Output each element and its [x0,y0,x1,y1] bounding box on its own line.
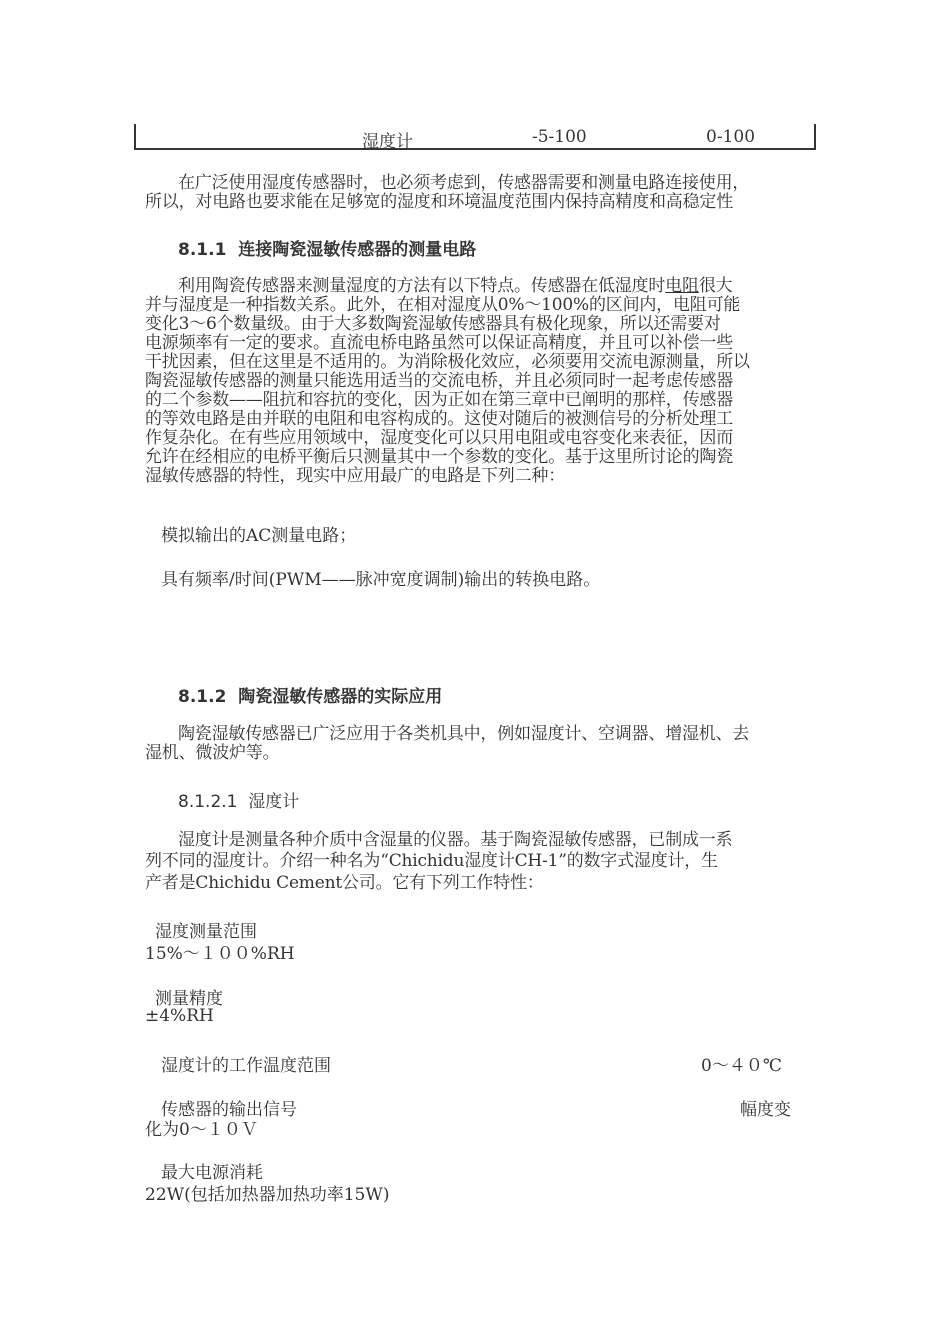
paragraph-line: 湿机、微波炉等。 [145,743,280,763]
paragraph-intro [145,174,749,212]
paragraph-line: 陶瓷湿敏传感器已广泛应用于各类机具中，例如湿度计、空调器、增湿机、去 [178,724,750,744]
section-number: 8.1.2 [178,687,227,707]
paragraph-line: 的二个参数——阻抗和容抗的变化，因为正如在第三章中已阐明的那样，传感器 [145,390,733,410]
spec-range-label: 湿度测量范围 [155,922,257,942]
spec-accuracy-value: ±4%RH [145,1006,214,1026]
spec-power-label: 最大电源消耗 [161,1163,263,1183]
spec-accuracy-label: 测量精度 [155,989,223,1009]
link-resistance[interactable]: 电阻 [665,276,699,296]
spec-temp-value: 0～４０℃ [701,1056,782,1076]
paragraph-line: 允许在经相应的电桥平衡后只测量其中一个参数的变化。基于这里所讨论的陶瓷 [145,447,733,467]
section-heading-8-1-1 [178,235,476,260]
paragraph-line: 的等效电路是由并联的电阻和电容构成的。这使对随后的被测信号的分析处理工 [145,409,733,429]
paragraph-line: 所以，对电路也要求能在足够宽的湿度和环境温度范围内保持高精度和高稳定性 [145,192,733,212]
table-cell-range1: -5-100 [532,127,587,147]
section-title: 连接陶瓷湿敏传感器的测量电路 [238,240,477,260]
paragraph-line: 并与湿度是一种指数关系。此外，在相对湿度从0%～100%的区间内，电阻可能 [145,295,741,315]
spec-output-value-cont: 化为0～１０Ｖ [145,1120,258,1140]
spec-temp-label: 湿度计的工作温度范围 [161,1056,331,1076]
table-cell-name: 湿度计 [362,132,413,152]
paragraph-measurement [145,277,750,486]
section-title: 陶瓷湿敏传感器的实际应用 [238,687,443,707]
list-item: 模拟输出的AC测量电路； [161,526,357,546]
paragraph-line: 列不同的湿度计。介绍一种名为“Chichidu湿度计CH-1”的数字式湿度计，生 [145,851,718,871]
paragraph-line: 产者是Chichidu Cement公司。它有下列工作特性： [145,873,544,893]
spec-output-label: 传感器的输出信号 [161,1100,297,1120]
paragraph-line [145,277,750,296]
section-number: 8.1.1 [178,240,227,260]
paragraph-line: 湿敏传感器的特性，现实中应用最广的电路是下列二种： [145,466,565,486]
spec-range-value: 15%～１００%RH [145,944,295,964]
paragraph-hygrometer [145,831,732,894]
paragraph-line: 变化3～6个数量级。由于大多数陶瓷湿敏传感器具有极化现象，所以还需要对 [145,314,721,334]
section-heading-8-1-2 [178,682,442,707]
paragraph-line: 干扰因素，但在这里是不适用的。为消除极化效应，必须要用交流电源测量，所以 [145,352,750,372]
table-cell-range2: 0-100 [706,127,756,147]
list-item: 具有频率/时间(PWM——脉冲宽度调制)输出的转换电路。 [161,570,601,590]
paragraph-line: 作复杂化。在有些应用领域中，湿度变化可以只用电阻或电容变化来表征，因而 [145,428,733,448]
paragraph-line: 电源频率有一定的要求。直流电桥电路虽然可以保证高精度，并且可以补偿一些 [145,333,733,353]
paragraph-line: 在广泛使用湿度传感器时，也必须考虑到，传感器需要和测量电路连接使用， [178,173,750,193]
paragraph-applications [145,725,749,763]
spec-power-value: 22W(包括加热器加热功率15W) [145,1185,390,1205]
section-number: 8.1.2.1 [178,792,238,812]
paragraph-line: 湿度计是测量各种介质中含湿量的仪器。基于陶瓷湿敏传感器，已制成一系 [178,830,733,850]
paragraph-text: 利用陶瓷传感器来测量湿度的方法有以下特点。传感器在低湿度时 [178,276,666,296]
paragraph-line: 陶瓷湿敏传感器的测量只能选用适当的交流电桥，并且必须同时一起考虑传感器 [145,371,733,391]
section-heading-8-1-2-1 [178,787,299,812]
table-last-row [134,124,816,150]
section-title: 湿度计 [248,792,300,812]
spec-output-value: 幅度变 [740,1100,791,1120]
paragraph-text: 很大 [698,276,733,296]
